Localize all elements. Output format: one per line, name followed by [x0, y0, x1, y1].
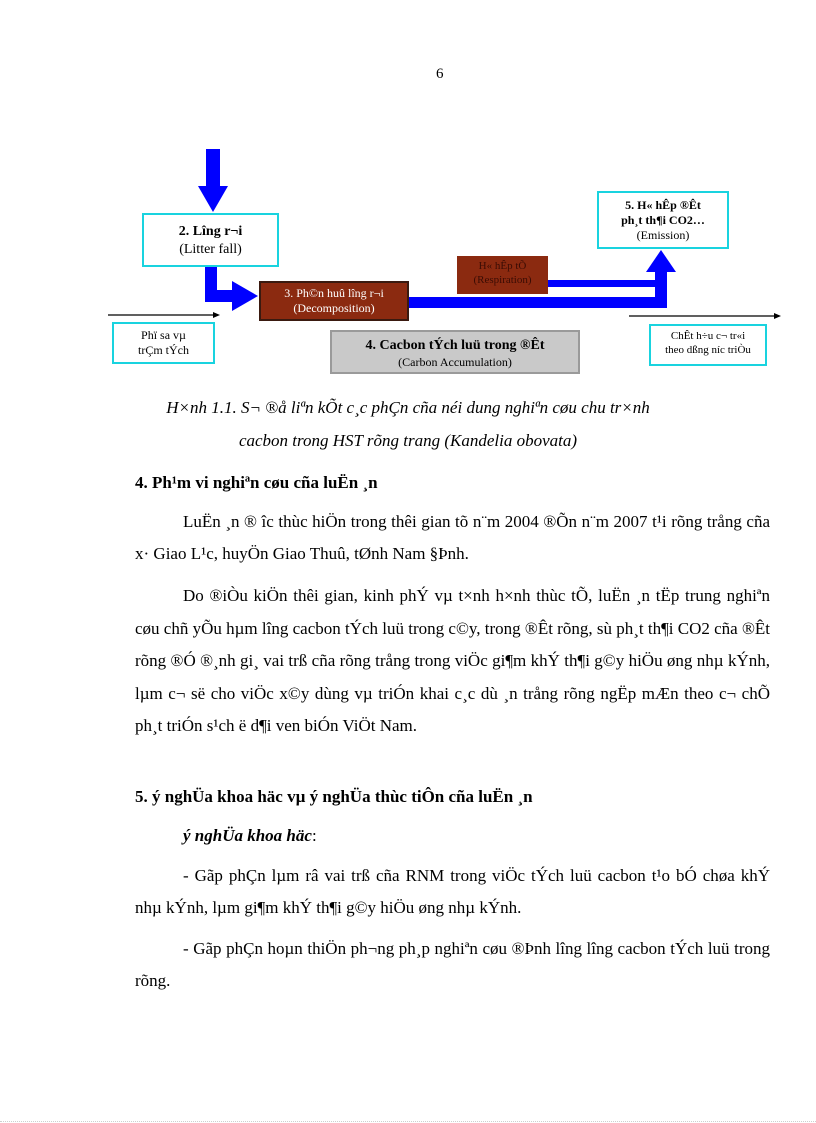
page-number: 6 [436, 66, 444, 82]
arrow-emission-up [655, 270, 667, 308]
respiration-title: H« hÊp tÕ [478, 260, 527, 272]
decomposition-title: 3. Ph©n huû lîng r¬i [284, 286, 384, 300]
decomposition-subtitle: (Decomposition) [293, 301, 375, 315]
emission-box [597, 191, 729, 249]
litter-subtitle: (Litter fall) [179, 241, 242, 257]
arrow-emission-head [646, 250, 676, 272]
section5-paragraph1: - Gãp phÇn lµm râ vai trß cña RNM trong viÖc tÝch luü cacbon t¹o bÓ chøa khÝ nhµ kÝnh, lµm gi¶m khÝ th¶i g©y hiÖu øng nhµ kÝnh. [135, 866, 770, 917]
input-line1: Phï sa vµ [141, 328, 186, 342]
subheading-colon: : [311, 826, 317, 845]
arrow-top-shaft [206, 149, 220, 189]
line-output-head [774, 313, 781, 319]
caption-prefix: cacbon trong HST rõng trang ( [238, 431, 451, 450]
respiration-subtitle: (Respiration) [473, 273, 532, 286]
output-line1: ChÊt h÷u c¬ tr«i [670, 330, 746, 342]
input-line2: trÇm tÝch [138, 343, 189, 357]
line-input-head [213, 312, 220, 318]
input-sediment-box [112, 322, 215, 364]
figure-caption-line2 [0, 431, 816, 451]
section4-heading: 4. Ph¹m vi nghiªn cøu cña luËn ¸n [135, 473, 378, 492]
figure-caption-line1: H×nh 1.1. S¬ ®å liªn kÕt c¸c phÇn cña néi dung nghiªn cøu chu tr×nh [166, 398, 650, 417]
litter-fall-box [142, 213, 279, 267]
emission-subtitle: (Emission) [636, 228, 690, 242]
caption-species: Kandelia obovata [450, 431, 572, 450]
section4-paragraph1: LuËn ¸n ® îc thùc hiÖn trong thêi gian tõ n¨m 2004 ®Õn n¨m 2007 t¹i rõng trång cña x· Giao L¹c, huyÖn Giao Thuû, tØnh Nam §Þnh. [135, 512, 770, 563]
emission-line1: 5. H« hÊp ®Êt [625, 198, 701, 212]
section4-paragraph2: Do ®iÒu kiÖn thêi gian, kinh phÝ vµ t×nh h×nh thùc tÕ, luËn ¸n tËp trung nghiªn cøu chñ yÕu hµm lîng cacbon tÝch luü trong c©y, trong ®Êt rõng, sù ph¸t th¶i CO2 cña ®Êt rõng ®Ó ®¸nh gi¸ vai trß cña rõng trång trong viÖc gi¶m khÝ th¶i g©y hiÖu øng nhµ kÝnh, lµm c¬ së cho viÖc x©y dùng vµ triÓn khai c¸c dù ¸n trång rõng ngËp mÆn theo c¬ chÕ ph¸t triÓn s¹ch ë d¶i ven biÓn ViÖt Nam. [135, 586, 770, 735]
arrow-litter-head [232, 281, 258, 311]
respiration-box [457, 256, 548, 294]
output-line2: theo dßng níc triÒu [665, 343, 751, 356]
arrow-litter-right [205, 290, 233, 302]
page-bottom-border [0, 1121, 816, 1122]
emission-line2: ph¸t th¶i CO2… [621, 213, 705, 227]
arrow-top-head [198, 186, 228, 212]
caption-suffix: ) [571, 431, 578, 450]
section5-subheading [183, 820, 816, 852]
arrow-decomp-right [409, 297, 667, 308]
subheading-text: ý nghÜa khoa häc [183, 826, 312, 845]
accumulation-box [330, 330, 580, 374]
section5-paragraph2: - Gãp phÇn hoµn thiÖn ph¬ng ph¸p nghiªn cøu ®Þnh lîng lîng cacbon tÝch luü trong rõng. [135, 939, 770, 990]
output-organic-box [649, 324, 767, 366]
decomposition-box [259, 281, 409, 321]
accumulation-subtitle: (Carbon Accumulation) [398, 354, 512, 369]
section5-heading: 5. ý nghÜa khoa häc vµ ý nghÜa thùc tiÔn cña luËn ¸n [135, 787, 533, 806]
litter-title: 2. Lîng r¬i [178, 224, 243, 239]
arrow-respiration-right [548, 280, 660, 287]
accumulation-title: 4. Cacbon tÝch luü trong ®Êt [365, 338, 545, 353]
